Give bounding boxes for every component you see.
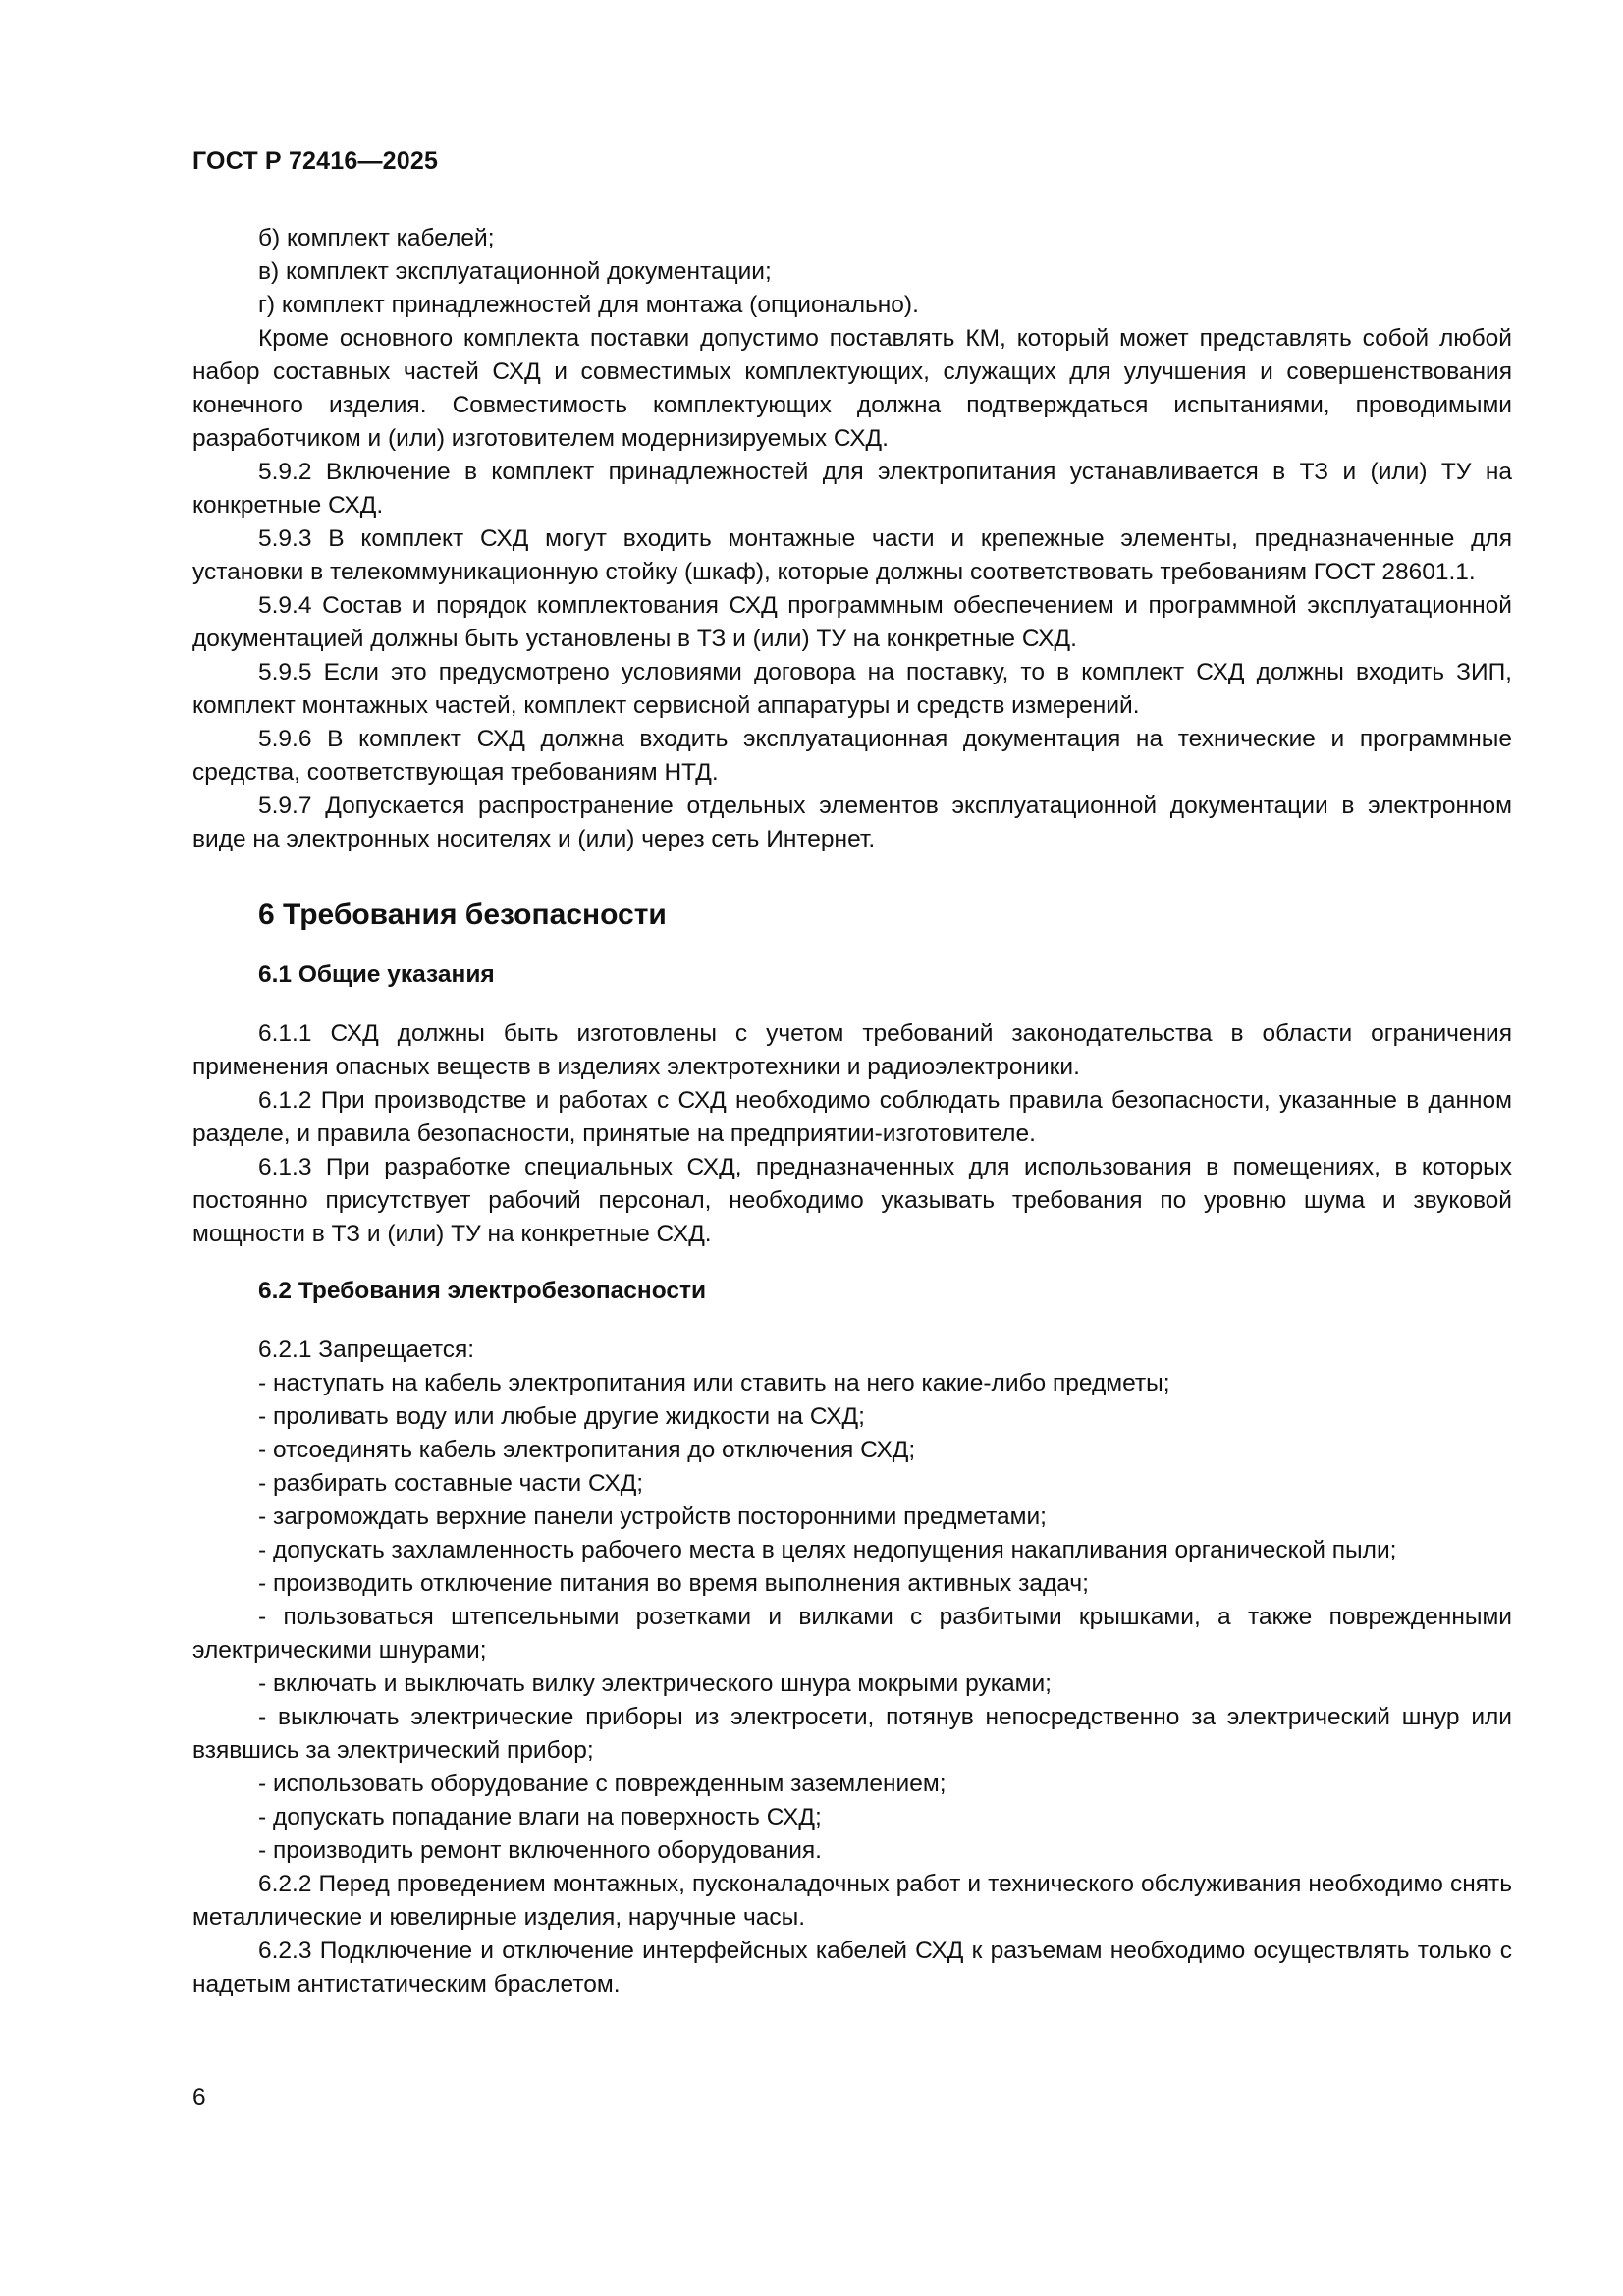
paragraph-5-9-3: 5.9.3 В комплект СХД могут входить монтажные части и крепежные элементы, предназначенные для установки в телекоммуникационную стойку (шкаф), которые должны соответствовать требованиям ГОСТ 28601.1. [192,525,1512,585]
prohibition-item: - пользоваться штепсельными розетками и вилками с разбитыми крышками, а также поврежденными электрическими шнурами; [192,1604,1512,1664]
prohibition-item: - загромождать верхние панели устройств посторонними предметами; [258,1503,1047,1530]
prohibition-item: - выключать электрические приборы из электросети, потянув непосредственно за электрический шнур или взявшись за электрический прибор; [192,1704,1512,1764]
prohibition-item: - включать и выключать вилку электрического шнура мокрыми руками; [258,1670,1052,1697]
paragraph-5-9-7: 5.9.7 Допускается распространение отдельных элементов эксплуатационной документации в электронном виде на электронных носителях и (или) через сеть Интернет. [192,793,1512,852]
section-6-1-heading: 6.1 Общие указания [258,961,495,988]
prohibition-item: - использовать оборудование с поврежденным заземлением; [258,1771,947,1797]
prohibition-item: - производить ремонт включенного оборудования. [258,1837,822,1864]
document-header: ГОСТ Р 72416—2025 [192,147,439,175]
list-item: г) комплект принадлежностей для монтажа (опционально). [258,292,919,318]
paragraph-6-2-3: 6.2.3 Подключение и отключение интерфейсных кабелей СХД к разъемам необходимо осуществлять только с надетым антистатическим браслетом. [192,1938,1512,1997]
prohibition-item: - наступать на кабель электропитания или ставить на него какие-либо предметы; [258,1370,1170,1396]
paragraph-6-2-2: 6.2.2 Перед проведением монтажных, пусконаладочных работ и технического обслуживания необходимо снять металлические и ювелирные изделия, наручные часы. [192,1871,1512,1931]
paragraph-6-1-3: 6.1.3 При разработке специальных СХД, предназначенных для использования в помещениях, в которых постоянно присутствует рабочий персонал, необходимо указывать требования по уровню шума и звуковой мощности в ТЗ и (или) ТУ на конкретные СХД. [192,1154,1512,1247]
list-item: б) комплект кабелей; [258,225,495,251]
list-item: в) комплект эксплуатационной документации; [258,258,772,285]
paragraph-km: Кроме основного комплекта поставки допустимо поставлять КМ, который может представлять собой любой набор составных частей СХД и совместимых комплектующих, служащих для улучшения и совершенствования конечного изделия. Совместимость комплектующих должна подтверждаться испытаниями, проводимыми разработчиком и (или) изготовителем модернизируемых СХД. [192,325,1512,452]
prohibition-item: - отсоединять кабель электропитания до отключения СХД; [258,1437,916,1463]
paragraph-6-1-1: 6.1.1 СХД должны быть изготовлены с учетом требований законодательства в области ограничения применения опасных веществ в изделиях электротехники и радиоэлектроники. [192,1020,1512,1080]
prohibition-item: - проливать воду или любые другие жидкости на СХД; [258,1403,865,1430]
section-6-heading: 6 Требования безопасности [258,899,667,931]
paragraph-5-9-2: 5.9.2 Включение в комплект принадлежностей для электропитания устанавливается в ТЗ и (или) ТУ на конкретные СХД. [192,459,1512,519]
paragraph-5-9-5: 5.9.5 Если это предусмотрено условиями договора на поставку, то в комплект СХД должны входить ЗИП, комплект монтажных частей, комплект сервисной аппаратуры и средств измерений. [192,659,1512,719]
prohibition-item: - производить отключение питания во время выполнения активных задач; [258,1570,1089,1597]
paragraph-5-9-4: 5.9.4 Состав и порядок комплектования СХД программным обеспечением и программной эксплуатационной документацией должны быть установлены в ТЗ и (или) ТУ на конкретные СХД. [192,592,1512,652]
paragraph-6-2-1: 6.2.1 Запрещается: [258,1337,475,1363]
paragraph-6-1-2: 6.1.2 При производстве и работах с СХД необходимо соблюдать правила безопасности, указанные в данном разделе, и правила безопасности, принятые на предприятии-изготовителе. [192,1087,1512,1147]
page-body [192,222,1512,2001]
page-number: 6 [192,2084,206,2110]
section-6-2-heading: 6.2 Требования электробезопасности [258,1278,707,1304]
prohibition-item: - разбирать составные части СХД; [258,1470,644,1497]
paragraph-5-9-6: 5.9.6 В комплект СХД должна входить эксплуатационная документация на технические и программные средства, соответствующая требованиям НТД. [192,726,1512,786]
prohibition-item: - допускать захламленность рабочего места в целях недопущения накапливания органической пыли; [258,1537,1397,1563]
prohibition-item: - допускать попадание влаги на поверхность СХД; [258,1804,822,1831]
